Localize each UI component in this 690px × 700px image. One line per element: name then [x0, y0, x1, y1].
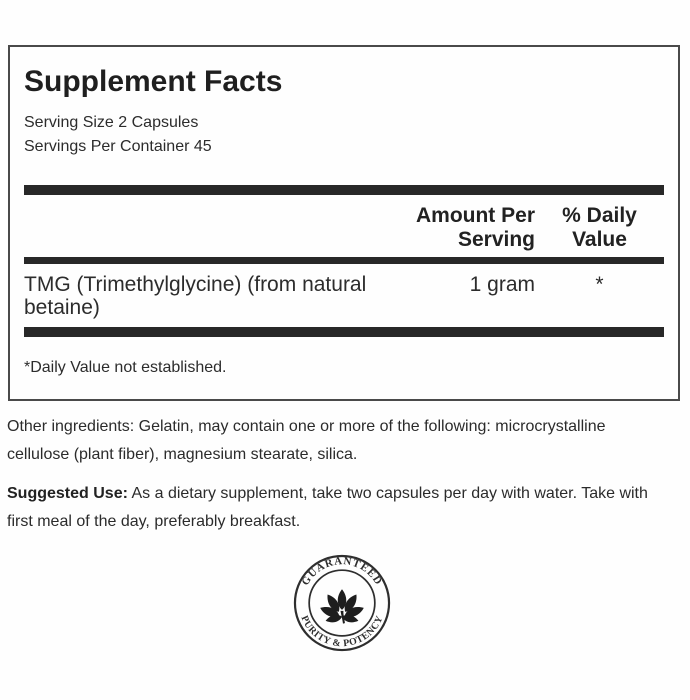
- suggested-use-line1: [7, 480, 683, 508]
- guarantee-seal: [293, 554, 391, 652]
- guarantee-seal-graphic: [293, 554, 391, 652]
- divider-bar-bottom: [24, 327, 664, 337]
- svg-text:PURITY & POTENCY: [298, 614, 385, 649]
- header-spacer: [24, 204, 380, 252]
- other-ingredients-paragraph: [7, 413, 683, 469]
- ingredient-amount: 1 gram: [469, 273, 535, 296]
- ingredient-row: [24, 273, 664, 319]
- ingredient-daily-value: *: [595, 273, 604, 296]
- supplement-facts-panel: [8, 45, 680, 401]
- seal-bottom-text: PURITY & POTENCY: [298, 614, 386, 650]
- suggested-use-label: Suggested Use:: [7, 485, 128, 502]
- suggested-use-line2: first meal of the day, preferably breakfast.: [7, 513, 301, 530]
- other-ingredients-line2: cellulose (plant fiber), magnesium stearate, silica.: [7, 446, 358, 463]
- suggested-use-text: As a dietary supplement, take two capsules per day with water. Take with: [127, 485, 648, 502]
- panel-title: Supplement Facts: [24, 65, 283, 98]
- leaf-sprig-icon: [319, 589, 366, 624]
- ingredient-name-line2: betaine): [24, 296, 100, 319]
- suggested-use-paragraph: [7, 480, 683, 536]
- ingredient-name: [24, 273, 380, 319]
- other-ingredients-line1: Other ingredients: Gelatin, may contain one or more of the following: microcrystalline: [7, 418, 606, 435]
- column-header-daily-value: % Daily Value: [562, 204, 637, 251]
- serving-size: Serving Size 2 Capsules: [24, 114, 199, 131]
- servings-per-container: Servings Per Container 45: [24, 138, 212, 155]
- divider-bar-top: [24, 185, 664, 195]
- column-header-amount-per-serving: Amount Per Serving: [415, 204, 535, 251]
- seal-top-text: GUARANTEED: [299, 555, 385, 588]
- svg-text:GUARANTEED: [299, 555, 384, 587]
- table-header-row: [24, 204, 664, 252]
- ingredient-name-line1: TMG (Trimethylglycine) (from natural: [24, 273, 367, 296]
- daily-value-footnote: *Daily Value not established.: [24, 359, 227, 376]
- divider-bar-header: [24, 257, 664, 264]
